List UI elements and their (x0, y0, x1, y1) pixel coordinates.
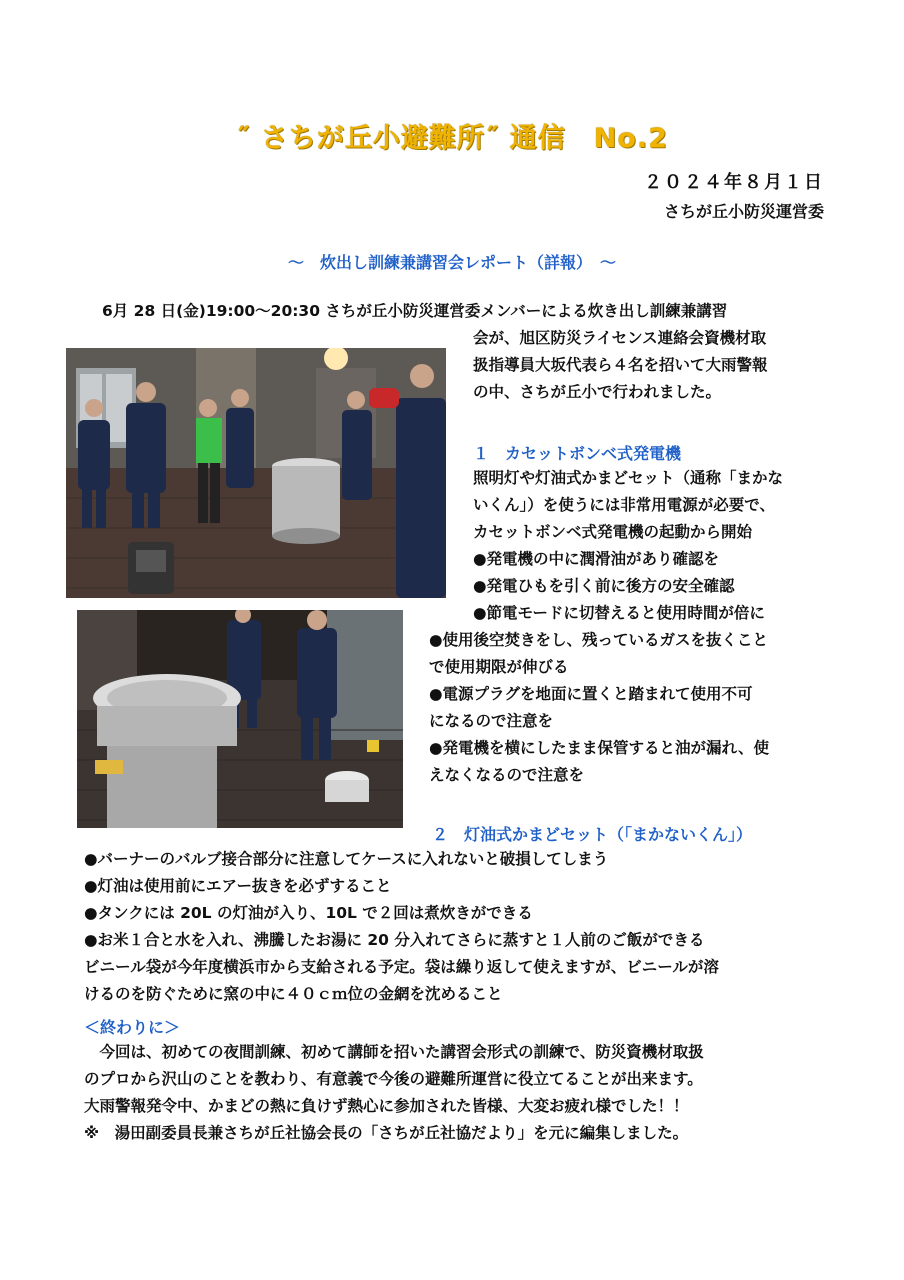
closing-note: ※ 湯田副委員長兼さちが丘社協会長の「さちが丘社協だより」を元に編集しました。 (84, 1124, 689, 1142)
section1-line: いくん」）を使うには非常用電源が必要で、 (473, 496, 775, 514)
section1-heading: １ カセットボンベ式発電機 (473, 444, 682, 463)
section1-line: で使用期限が伸びる (429, 658, 569, 676)
section1-bullet: ●節電モードに切替えると使用時間が倍に (473, 604, 765, 622)
intro-line: 会が、旭区防災ライセンス連絡会資機材取 (473, 329, 767, 347)
section1-bullet: ●発電機の中に潤滑油があり確認を (473, 550, 720, 568)
section1-bullet: ●発電機を横にしたまま保管すると油が漏れ、使 (429, 739, 769, 757)
section2-heading: ２ 灯油式かまどセット（「まかないくん」） (432, 825, 753, 844)
report-subtitle: ～ 炊出し訓練兼講習会レポート（詳報） ～ (287, 253, 616, 272)
newsletter-title: ˝ さちが丘小避難所˝ 通信 No.2 (236, 123, 668, 154)
section2-line: ビニール袋が今年度横浜市から支給される予定。袋は繰り返して使えますが、ビニールが溶 (84, 958, 719, 976)
section1-bullet: ●使用後空焚きをし、残っているガスを抜くこと (429, 631, 769, 649)
issue-date: ２０２４年８月１日 (644, 172, 824, 193)
training-photo-generator (66, 348, 446, 598)
intro-line: の中、さちが丘小で行われました。 (473, 383, 722, 401)
intro-line: 6月 28 日(金)19:00～20:30 さちが丘小防災運営委メンバーによる炊き出し訓練兼講習 (102, 302, 728, 320)
section1-bullet: ●発電ひもを引く前に後方の安全確認 (473, 577, 735, 595)
section1-bullet: ●電源プラグを地面に置くと踏まれて使用不可 (429, 685, 753, 703)
section2-bullet: ●灯油は使用前にエアー抜きを必ずすること (84, 877, 392, 895)
section2-bullet: ●タンクには 20L の灯油が入り、10L で２回は煮炊きができる (84, 904, 533, 922)
intro-line: 扱指導員大坂代表ら４名を招いて大雨警報 (473, 356, 768, 374)
section1-line: えなくなるので注意を (429, 766, 585, 784)
training-photo-kamado (77, 610, 403, 828)
closing-line: 大雨警報発令中、かまどの熱に負けず熱心に参加された皆様、大変お疲れ様でした！！ (84, 1097, 689, 1115)
organization-name: さちが丘小防災運営委 (663, 202, 824, 221)
section1-line: カセットボンベ式発電機の起動から開始 (473, 523, 753, 541)
closing-heading: ＜終わりに＞ (84, 1018, 181, 1037)
closing-line: のプロから沢山のことを教わり、有意義で今後の避難所運営に役立てることが出来ます。 (84, 1070, 703, 1088)
section1-line: 照明灯や灯油式かまどセット（通称「まかな (473, 469, 784, 487)
section1-line: になるので注意を (429, 712, 554, 730)
section2-bullet: ●お米１合と水を入れ、沸騰したお湯に 20 分入れてさらに蒸すと１人前のご飯ができる (84, 931, 705, 949)
closing-line: 今回は、初めての夜間訓練、初めて講師を招いた講習会形式の訓練で、防災資機材取扱 (84, 1043, 704, 1061)
section2-line: けるのを防ぐために窯の中に４０ｃｍ位の金網を沈めること (84, 985, 503, 1003)
section2-bullet: ●バーナーのバルブ接合部分に注意してケースに入れないと破損してしまう (84, 850, 609, 868)
